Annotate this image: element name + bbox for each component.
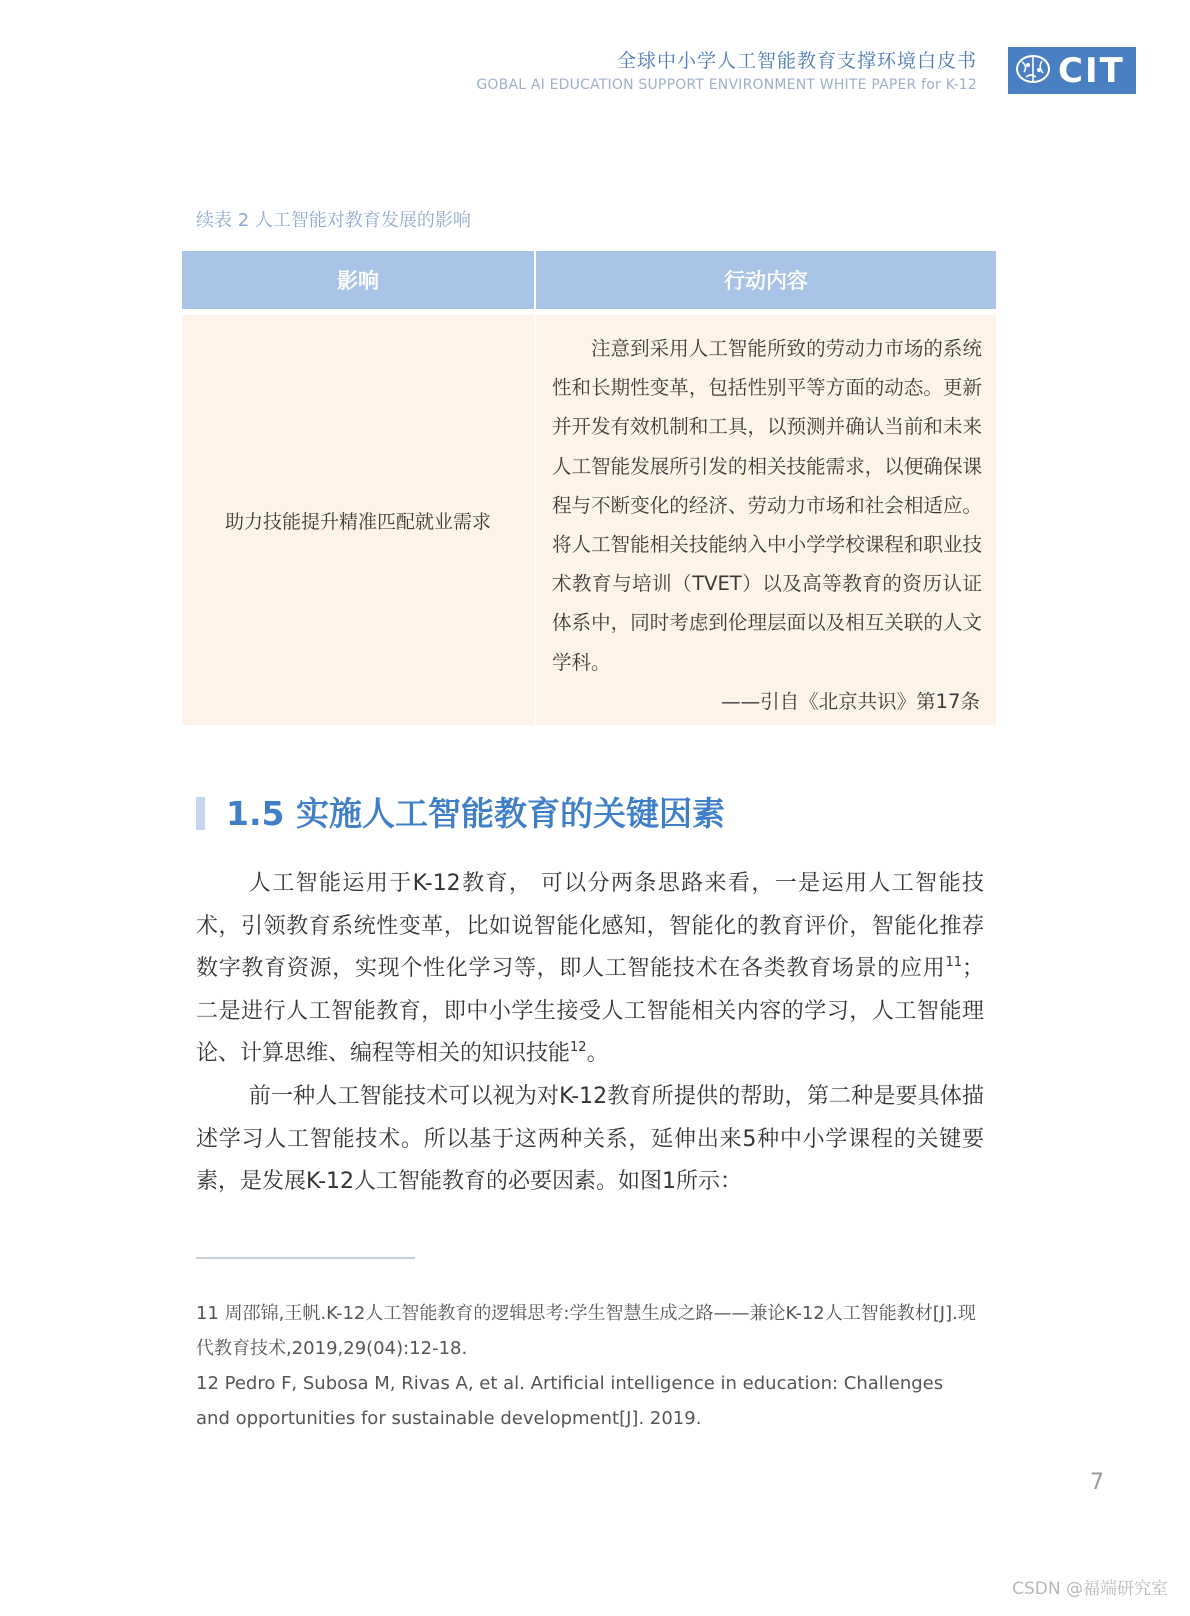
body-paragraph-2: 前一种人工智能技术可以视为对K-12教育所提供的帮助，第二种是要具体描述学习人工智能技术。所以基于这两种关系，延伸出来5种中小学课程的关键要素，是发展K-12人工智能教育的必要因素。如图1所示： (196, 1083, 984, 1195)
table-header-row (182, 251, 996, 315)
action-content-text: 注意到采用人工智能所致的劳动力市场的系统性和长期性变革，包括性别平等方面的动态。更新并开发有效机制和工具，以预测并确认当前和未来人工智能发展所引发的相关技能需求，以便确保课程与不断变化的经济、劳动力市场和社会相适应。将人工智能相关技能纳入中小学学校课程和职业技术教育与培训（TVET）以及高等教育的资历认证体系中，同时考虑到伦理层面以及相互关联的人文学科。 (552, 337, 982, 674)
footnote-11: 11 周邵锦,王帆.K-12人工智能教育的逻辑思考:学生智慧生成之路——兼论K-12人工智能教材[J].现代教育技术,2019,29(04):12-18. (196, 1303, 976, 1359)
cit-logo (1008, 47, 1136, 94)
impact-table-container (180, 251, 998, 725)
action-content-quote: ——引自《北京共识》第17条 (721, 689, 980, 713)
impact-cell: 助力技能提升精准匹配就业需求 (182, 315, 534, 725)
body-paragraph-1: 人工智能运用于K-12教育， 可以分两条思路来看，一是运用人工智能技术，引领教育系统性变革，比如说智能化感知，智能化的教育评价，智能化推荐数字教育资源，实现个性化学习等，即人工智能技术在各类教育场景的应用$^{11}$； 二是进行人工智能教育，即中小学生接受人工智能相关内容的学习，人工智能理论、计算思维、编程等相关的知识技能$^{12}$。 (196, 871, 984, 1067)
watermark: CSDN @福端研究室 (1012, 1579, 1168, 1599)
footnote-ref-12[interactable]: 12 (570, 1040, 587, 1056)
column-header-action: 行动内容 (536, 251, 996, 315)
table-caption: 续表 2 人工智能对教育发展的影响 (196, 210, 471, 231)
action-content-cell (536, 315, 996, 725)
column-header-impact: 影响 (182, 251, 534, 315)
header-title: 全球中小学人工智能教育支撑环境白皮书 (616, 50, 977, 72)
footnote-ref-11[interactable]: 11 (945, 955, 962, 971)
brain-icon (1008, 52, 1052, 90)
footnotes (196, 1296, 976, 1436)
footnote-12: 12 Pedro F, Subosa M, Rivas A, et al. Artificial intelligence in education: Challenges and opportunities for sustainable development[J]. 2019. (196, 1373, 944, 1429)
section-heading-bar (196, 797, 205, 830)
table-row (182, 315, 996, 725)
header-subtitle: GOBAL AI EDUCATION SUPPORT ENVIRONMENT WHITE PAPER for K-12 (476, 77, 977, 93)
impact-table (180, 251, 998, 725)
logo-text: CIT (1058, 50, 1125, 91)
section-heading: 1.5 实施人工智能教育的关键因素 (226, 794, 725, 833)
page-number: 7 (1090, 1470, 1104, 1495)
footnote-rule (196, 1257, 415, 1259)
body-text (196, 863, 984, 1204)
